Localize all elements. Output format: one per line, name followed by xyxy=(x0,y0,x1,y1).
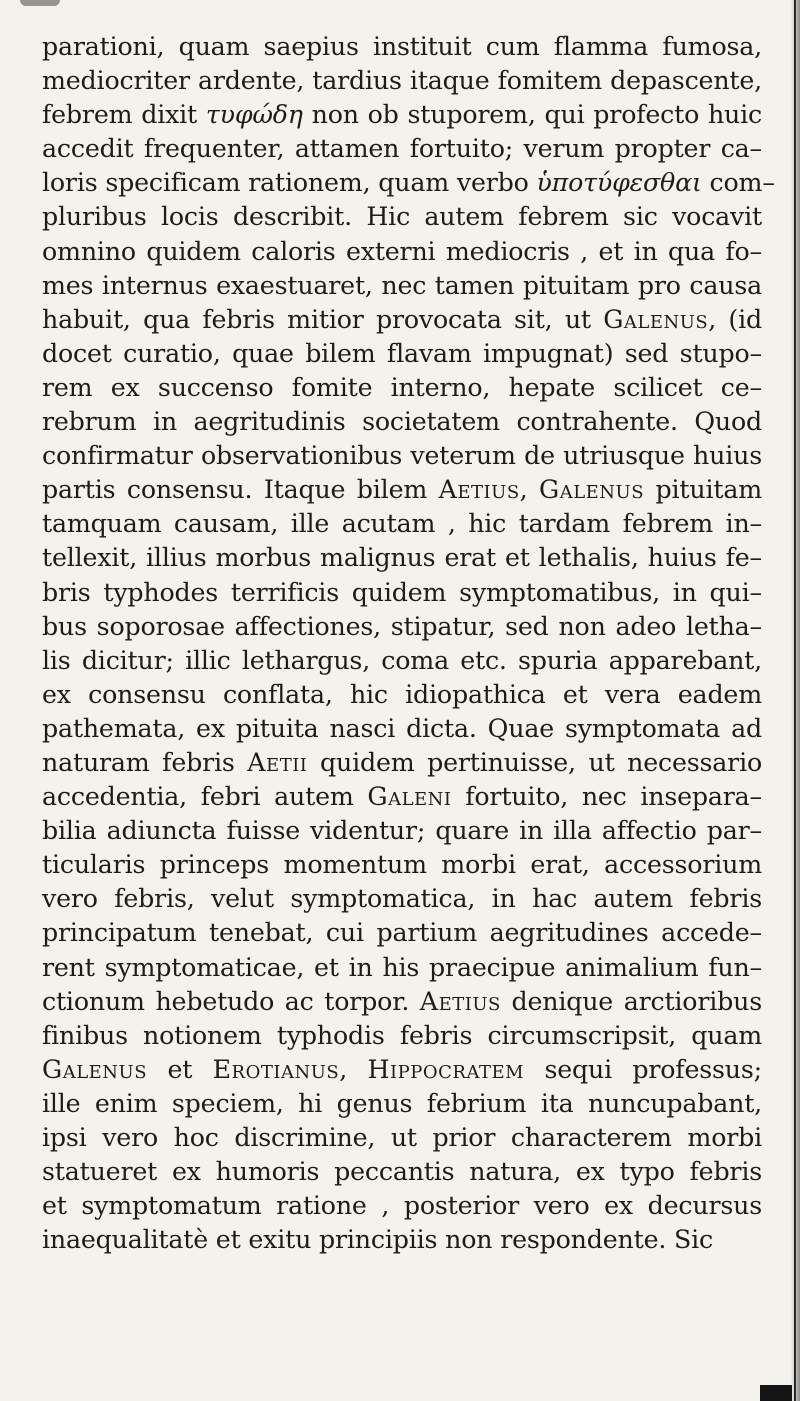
greek-word: τυφώδη xyxy=(205,100,303,130)
text-line xyxy=(42,712,762,746)
text-run: ctionum hebetudo ac torpor. xyxy=(42,986,420,1016)
text-line xyxy=(42,1053,762,1087)
text-line xyxy=(42,644,762,678)
text-run: inaequalitatè et exitu principiis non respondente. Sic xyxy=(42,1225,714,1255)
text-line xyxy=(42,814,762,848)
text-line xyxy=(42,405,762,439)
author-name: Erotianus xyxy=(212,1054,340,1084)
corner-ink-mark xyxy=(760,1385,792,1401)
text-line xyxy=(42,985,762,1019)
text-run: accedit frequenter, attamen fortuito; verum propter ca– xyxy=(42,134,762,164)
text-run: tamquam causam, ille acutam , hic tardam febrem in– xyxy=(42,509,762,539)
text-run: habuit, qua febris mitior provocata sit, ut xyxy=(42,304,604,334)
text-line xyxy=(42,371,762,405)
text-line xyxy=(42,439,762,473)
text-run: bilia adiuncta fuisse videntur; quare in illa affectio par– xyxy=(42,816,762,846)
text-line xyxy=(42,678,762,712)
text-run: lis dicitur; illic lethargus, coma etc. spuria apparebant, xyxy=(42,645,762,675)
text-line xyxy=(42,30,762,64)
text-run: , xyxy=(339,1054,368,1084)
body-text xyxy=(42,30,775,1257)
text-run: pituitam xyxy=(644,475,762,505)
text-run: fortuito, nec insepara– xyxy=(451,782,762,812)
text-run: , (id xyxy=(708,304,762,334)
text-line xyxy=(42,1121,762,1155)
text-run: , xyxy=(519,475,539,505)
text-run: rem ex succenso fomite interno, hepate scilicet ce– xyxy=(42,372,762,402)
text-line xyxy=(42,916,762,950)
text-line xyxy=(42,1087,762,1121)
text-run: rent symptomaticae, et in his praecipue animalium fun– xyxy=(42,952,762,982)
text-line xyxy=(42,848,762,882)
author-name: Aetius xyxy=(419,986,501,1016)
print-smudge xyxy=(20,0,60,6)
text-run: ille enim speciem, hi genus febrium ita nuncupabant, xyxy=(42,1088,762,1118)
text-run: mes internus exaestuaret, nec tamen pituitam pro causa xyxy=(42,270,762,300)
text-run: pluribus locis describit. Hic autem febrem sic vocavit xyxy=(42,202,762,232)
author-name: Galeni xyxy=(367,782,452,812)
text-line xyxy=(42,166,775,200)
text-line xyxy=(42,269,762,303)
text-run: et symptomatum ratione , posterior vero ex decursus xyxy=(42,1191,762,1221)
text-run: denique arctioribus xyxy=(500,986,762,1016)
text-run: loris specificam rationem, quam verbo xyxy=(42,168,537,198)
text-line xyxy=(42,882,762,916)
text-line xyxy=(42,1189,762,1223)
text-run: confirmatur observationibus veterum de utriusque huius xyxy=(42,441,762,471)
text-run: bus soporosae affectiones, stipatur, sed non adeo letha– xyxy=(42,611,762,641)
text-line xyxy=(42,1223,762,1257)
text-run: pathemata, ex pituita nasci dicta. Quae symptomata ad xyxy=(42,713,762,743)
text-line xyxy=(42,132,762,166)
text-line xyxy=(42,473,762,507)
text-line xyxy=(42,303,762,337)
text-run: accedentia, febri autem xyxy=(42,782,368,812)
text-run: parationi, quam saepius instituit cum flamma fumosa, xyxy=(42,32,762,61)
text-run: ex consensu conflata, hic idiopathica et vera eadem xyxy=(42,679,762,709)
text-run: docet curatio, quae bilem flavam impugnat) sed stupo– xyxy=(42,338,762,368)
text-line xyxy=(42,780,762,814)
text-run: mediocriter ardente, tardius itaque fomitem depascente, xyxy=(42,66,762,96)
text-line xyxy=(42,507,762,541)
author-name: Galenus xyxy=(42,1054,148,1084)
text-run: ticularis princeps momentum morbi erat, accessorium xyxy=(42,850,762,880)
text-run: com– xyxy=(701,168,775,198)
text-line xyxy=(42,1155,762,1189)
text-run: non ob stuporem, qui profecto huic xyxy=(302,100,762,130)
text-line xyxy=(42,337,762,371)
author-name: Hippocratem xyxy=(367,1054,525,1084)
text-run: omnino quidem caloris externi mediocris , et in qua fo– xyxy=(42,236,762,266)
text-line xyxy=(42,64,762,98)
author-name: Aetius xyxy=(438,475,520,505)
text-line xyxy=(42,541,762,575)
text-run: et xyxy=(147,1054,213,1084)
text-line xyxy=(42,98,762,132)
text-run: statueret ex humoris peccantis natura, ex typo febris xyxy=(42,1157,762,1187)
greek-word: ὑποτύφεσθαι xyxy=(536,168,702,198)
author-name: Galenus xyxy=(538,475,645,505)
author-name: Aetii xyxy=(247,747,308,777)
author-name: Galenus xyxy=(603,304,709,334)
text-line xyxy=(42,951,762,985)
text-line xyxy=(42,200,762,234)
text-run: partis consensu. Itaque bilem xyxy=(42,475,439,505)
text-run: febrem dixit xyxy=(42,100,206,130)
text-run: vero febris, velut symptomatica, in hac autem febris xyxy=(42,884,762,914)
text-line xyxy=(42,746,762,780)
text-run: rebrum in aegritudinis societatem contrahente. Quod xyxy=(42,407,762,437)
text-run: principatum tenebat, cui partium aegritudines accede– xyxy=(42,918,762,948)
text-line xyxy=(42,235,762,269)
text-line xyxy=(42,576,762,610)
text-run: bris typhodes terrificis quidem symptomatibus, in qui– xyxy=(42,577,762,607)
page-edge-line xyxy=(794,0,796,1401)
text-run: finibus notionem typhodis febris circumscripsit, quam xyxy=(42,1020,762,1050)
text-run: naturam febris xyxy=(42,747,248,777)
text-line xyxy=(42,610,762,644)
text-run: sequi professus; xyxy=(524,1054,763,1084)
text-line xyxy=(42,1019,762,1053)
text-run: quidem pertinuisse, ut necessario xyxy=(307,747,762,777)
text-run: ipsi vero hoc discrimine, ut prior characterem morbi xyxy=(42,1123,762,1152)
text-run: tellexit, illius morbus malignus erat et lethalis, huius fe– xyxy=(42,543,762,573)
